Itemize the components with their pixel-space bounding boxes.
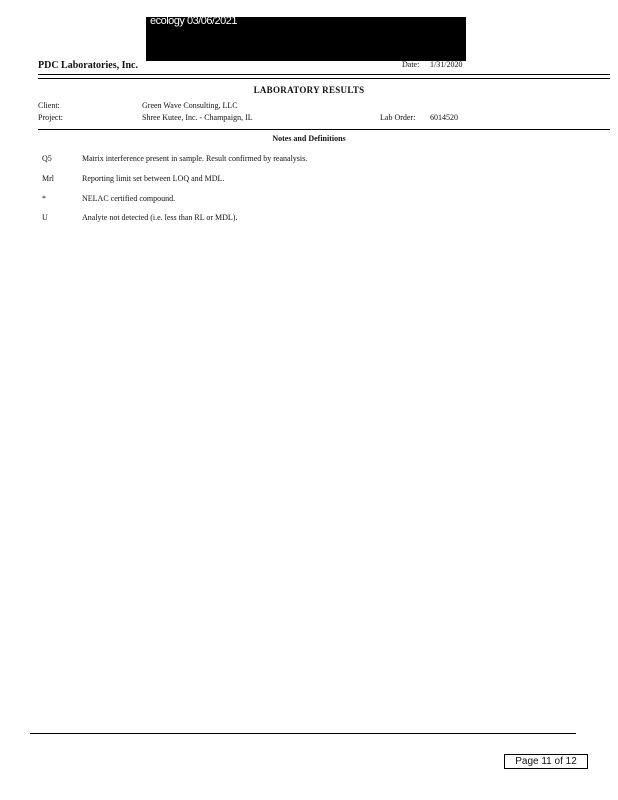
results-rule xyxy=(38,129,610,130)
note-code: Mrl xyxy=(42,174,54,183)
client-value: Green Wave Consulting, LLC xyxy=(142,101,238,110)
note-code: Q5 xyxy=(42,154,52,163)
project-value: Shree Kutee, Inc. - Champaign, IL xyxy=(142,113,253,122)
note-code: * xyxy=(42,194,46,203)
header-rule-second xyxy=(38,78,610,79)
note-definition: Matrix interference present in sample. Result confirmed by reanalysis. xyxy=(82,154,308,163)
note-code: U xyxy=(42,213,48,222)
lab-order-label: Lab Order: xyxy=(380,113,416,122)
note-definition: Analyte not detected (i.e. less than RL or MDL). xyxy=(82,213,238,222)
received-stamp: ecology 03/06/2021 xyxy=(150,15,238,27)
note-definition: NELAC certified compound. xyxy=(82,194,176,203)
report-title: LABORATORY RESULTS xyxy=(253,85,365,95)
footer-rule xyxy=(30,733,576,734)
note-definition: Reporting limit set between LOQ and MDL. xyxy=(82,174,225,183)
header-rule-top xyxy=(38,74,610,75)
notes-title: Notes and Definitions xyxy=(272,134,346,143)
page-number: Page 11 of 12 xyxy=(504,754,588,769)
date-value: 1/31/2020 xyxy=(430,60,463,69)
project-label: Project: xyxy=(38,113,63,122)
date-label: Date: xyxy=(402,60,420,69)
lab-name: PDC Laboratories, Inc. xyxy=(38,60,138,71)
client-label: Client: xyxy=(38,101,60,110)
lab-order-value: 6014520 xyxy=(430,113,458,122)
